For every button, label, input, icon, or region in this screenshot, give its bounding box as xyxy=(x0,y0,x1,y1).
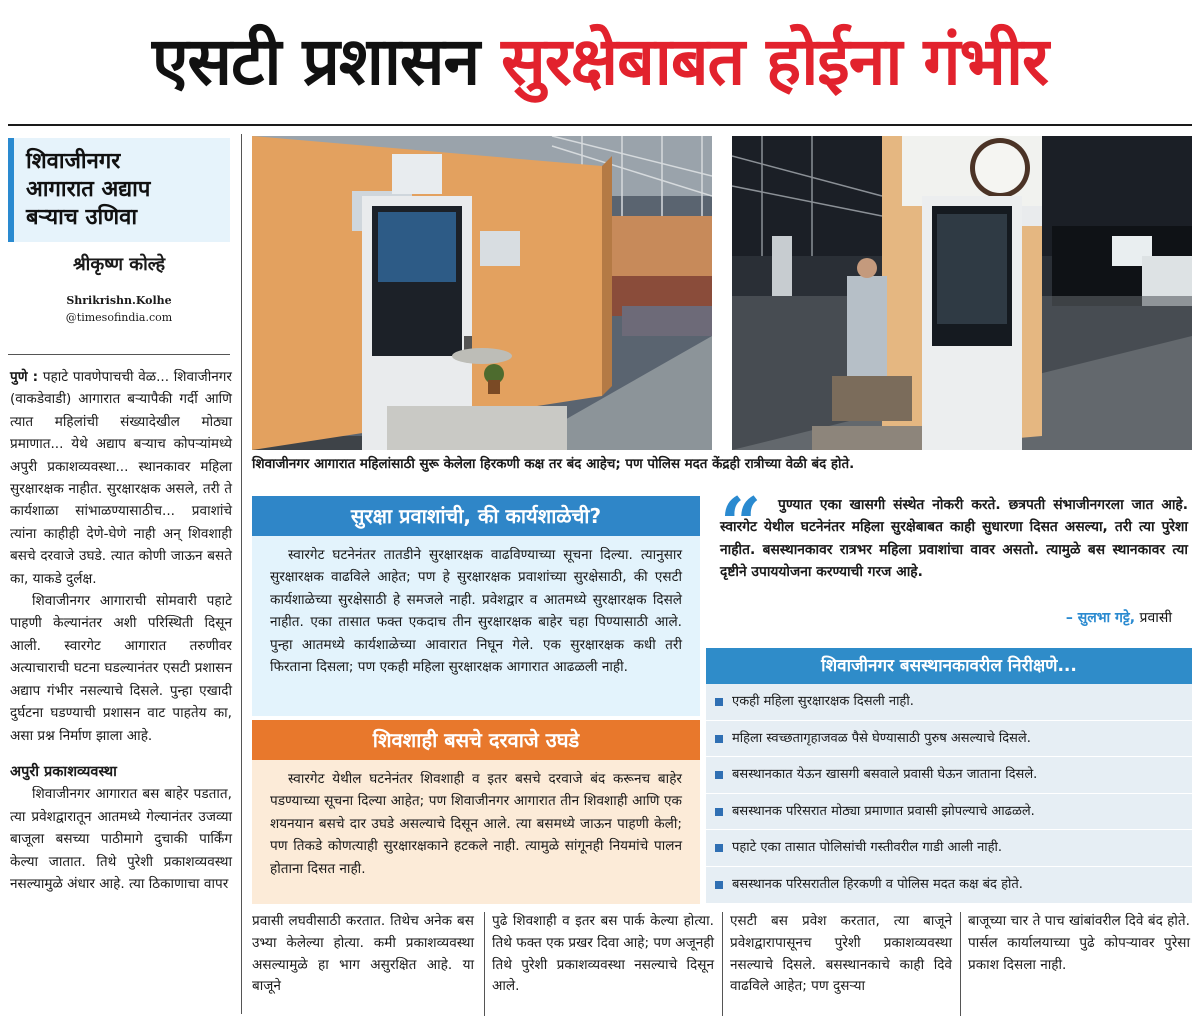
observation-item xyxy=(706,794,1192,831)
dateline: पुणे : xyxy=(10,369,39,385)
headline xyxy=(0,14,1200,110)
subhead: अपुरी प्रकाशव्यवस्था xyxy=(10,763,117,780)
kicker-line: शिवाजीनगर xyxy=(26,149,121,174)
box-security-title: सुरक्षा प्रवाशांची, की कार्यशाळेची? xyxy=(252,496,700,536)
column-divider xyxy=(960,912,961,1016)
lead-text: पहाटे पावणेपाचची वेळ... शिवाजीनगर (वाकडेवाडी) आगारात बऱ्यापैकी गर्दी आणि त्यात महिलांची संख्यादेखील मोठ्या प्रमाणात... येथे अद्याप बऱ्याच कोपऱ्यांमध्ये अपुरी प्रकाशव्यवस्था... स्थानकावर महिला सुरक्षारक्षक नाहीत. सुरक्षारक्षक असले, तरी ते कार्यशाळा सांभाळण्यासाठीच... प्रवाशांचे त्यांना काहीही देणे-घेणे नाही अन् शिवशाही बसचे दरवाजे उघडे. त्यात कोणी जाऊन बसते का, याकडे दुर्लक्ष. xyxy=(10,369,232,587)
bullet-icon xyxy=(715,844,723,852)
observation-item xyxy=(706,830,1192,867)
box-security-body xyxy=(252,536,700,678)
box-shivshahi-body xyxy=(252,760,700,880)
quote-role: प्रवासी xyxy=(1135,610,1172,626)
column-divider xyxy=(484,912,485,1016)
observation-item xyxy=(706,721,1192,758)
observation-text: महिला स्वच्छतागृहाजवळ पैसे घेण्यासाठी पुरुष असल्याचे दिसले. xyxy=(732,730,1031,746)
column-divider xyxy=(241,134,242,1014)
byline xyxy=(8,244,230,324)
photo-hirkani-room xyxy=(252,136,712,450)
observation-item xyxy=(706,757,1192,794)
lead-paragraph: शिवाजीनगर आगाराची सोमवारी पहाटे पाहणी केल्यानंतर अशी परिस्थिती दिसून आली. स्वारगेट आगारात तरुणीवर अत्याचाराची घटना घडल्यानंतर एसटी प्रशासन अद्याप गंभीर नसल्याचे दिसले. पुन्हा एखादी दुर्घटना घडण्याची प्रशासन वाट पाहतेय का, असा प्रश्न निर्माण झाला आहे. xyxy=(10,593,232,744)
quote-mark-icon: “ xyxy=(720,481,762,566)
bullet-icon xyxy=(715,735,723,743)
kicker-box xyxy=(8,138,230,242)
observation-text: बसस्थानकात येऊन खासगी बसवाले प्रवासी घेऊन जाताना दिसले. xyxy=(732,767,1038,783)
bullet-icon xyxy=(715,808,723,816)
lead-column xyxy=(10,366,232,895)
observation-text: बसस्थानक परिसरात मोठ्या प्रमाणात प्रवासी झोपल्याचे आढळले. xyxy=(732,803,1035,819)
observation-text: बसस्थानक परिसरातील हिरकणी व पोलिस मदत कक्ष बंद होते. xyxy=(732,876,1023,892)
bullet-icon xyxy=(715,771,723,779)
quote-author: – सुलभा गट्टे, xyxy=(1065,610,1136,626)
author-handle: Shrikrishn.Kolhe xyxy=(66,294,172,307)
bottom-column-3: एसटी बस प्रवेश करतात, त्या बाजूने प्रवेशद्वारापासूनच पुरेशी प्रकाशव्यवस्था नसल्याचे दिसले. बसस्थानकाचे काही दिवे वाढविले आहेत; पण दुसऱ्या xyxy=(730,913,952,995)
headline-part2: सुरक्षेबाबत होईना गंभीर xyxy=(501,23,1049,100)
quote-text: पुण्यात एका खासगी संस्थेत नोकरी करते. छत्रपती संभाजीनगरला जात आहे. स्वारगेट येथील घटनेनंतर महिला सुरक्षेबाबत काही सुधारणा दिसत असल्या, तरी त्या पुरेशा नाहीत. बसस्थानकावर रात्रभर महिला प्रवाशांचा वावर असतो. त्यामुळे बस स्थानकावर त्या दृष्टीने उपाययोजना करण्याची गरज आहे. xyxy=(720,497,1188,581)
box-security xyxy=(252,496,700,716)
headline-rule xyxy=(8,124,1192,126)
observation-item xyxy=(706,684,1192,721)
bottom-column-1: प्रवासी लघवीसाठी करतात. तिथेच अनेक बस उभ्या केलेल्या होत्या. कमी प्रकाशव्यवस्था असल्यामुळे हा भाग असुरक्षित आहे. या बाजूने xyxy=(252,913,474,995)
bottom-column-2: पुढे शिवशाही व इतर बस पार्क केल्या होत्या. तिथे फक्त एक प्रखर दिवा आहे; पण अजूनही तिथे पुरेशी प्रकाशव्यवस्था नसल्याचे दिसून आले. xyxy=(492,913,714,995)
lead-paragraph: शिवाजीनगर आगारात बस बाहेर पडतात, त्या प्रवेशद्वारातून आतमध्ये गेल्यानंतर उजव्या बाजूला बसच्या पाठीमागे दुचाकी पार्किंग केल्या जातात. तिथे पुरेशी प्रकाशव्यवस्था नसल्यामुळे अंधार आहे. त्या ठिकाणाचा वापर xyxy=(10,786,232,892)
observations-box xyxy=(706,648,1192,904)
observation-text: पहाटे एका तासात पोलिसांची गस्तीवरील गाडी आली नाही. xyxy=(732,840,1003,856)
box-shivshahi xyxy=(252,720,700,904)
headline-part1: एसटी प्रशासन xyxy=(151,23,480,100)
byline-rule xyxy=(8,354,230,355)
box-shivshahi-title: शिवशाही बसचे दरवाजे उघडे xyxy=(252,720,700,760)
lead-paragraph xyxy=(10,366,232,590)
author-site: @timesofindia.com xyxy=(65,311,173,324)
kicker-line: आगारात अद्याप xyxy=(26,177,151,202)
bottom-column-4: बाजूच्या चार ते पाच खांबांवरील दिवे बंद होते. पार्सल कार्यालयाच्या पुढे कोपऱ्यावर पुरेसा प्रकाश दिसला नाही. xyxy=(968,913,1190,973)
box-shivshahi-text: स्वारगेट येथील घटनेनंतर शिवशाही व इतर बसचे दरवाजे बंद करूनच बाहेर पडण्याच्या सूचना दिल्या आहेत; पण शिवाजीनगर आगारात तीन शिवशाही आणि एक शयनयान बसचे दार उघडे असल्याचे दिसून आले. त्या बसमध्ये जाऊन पाहणी केली; पण तिकडे कोणत्याही सुरक्षारक्षकाने हटकले नाही. त्यामुळे सांगूनही नियमांचे पालन होताना दिसत नाही. xyxy=(270,771,682,877)
author-name: श्रीकृष्ण कोल्हे xyxy=(72,254,166,275)
observations-title: शिवाजीनगर बसस्थानकावरील निरीक्षणे... xyxy=(706,648,1192,684)
kicker-line: बऱ्याच उणिवा xyxy=(26,205,138,230)
column-divider xyxy=(722,912,723,1016)
photo-police-help-center xyxy=(732,136,1192,450)
bullet-icon xyxy=(715,881,723,889)
quote-attribution xyxy=(1066,608,1172,627)
observation-text: एकही महिला सुरक्षारक्षक दिसली नाही. xyxy=(732,694,914,709)
box-security-text: स्वारगेट घटनेनंतर तातडीने सुरक्षारक्षक वाढविण्याच्या सूचना दिल्या. त्यानुसार सुरक्षारक्षक वाढविले आहेत; पण हे सुरक्षारक्षक प्रवाशांच्या सुरक्षेसाठी, की एसटी कार्यशाळेच्या सुरक्षेसाठी हे समजले नाही. प्रवेशद्वार व आतमध्ये सुरक्षारक्षक दिसले नाहीत. एका तासात फक्त एकदाच तीन सुरक्षारक्षक बाहेर चहा पिण्यासाठी आले. पुन्हा आतमध्ये कार्यशाळेच्या आवारात निघून गेले. एक सुरक्षारक्षक कधी तरी फिरताना दिसला; पण एकही महिला सुरक्षारक्षक आगारात आढळली नाही. xyxy=(270,547,682,676)
observation-item xyxy=(706,867,1192,904)
photo-caption: शिवाजीनगर आगारात महिलांसाठी सुरू केलेला हिरकणी कक्ष तर बंद आहेच; पण पोलिस मदत केंद्रही रात्रीच्या वेळी बंद होते. xyxy=(252,457,855,472)
bullet-icon xyxy=(715,698,723,706)
